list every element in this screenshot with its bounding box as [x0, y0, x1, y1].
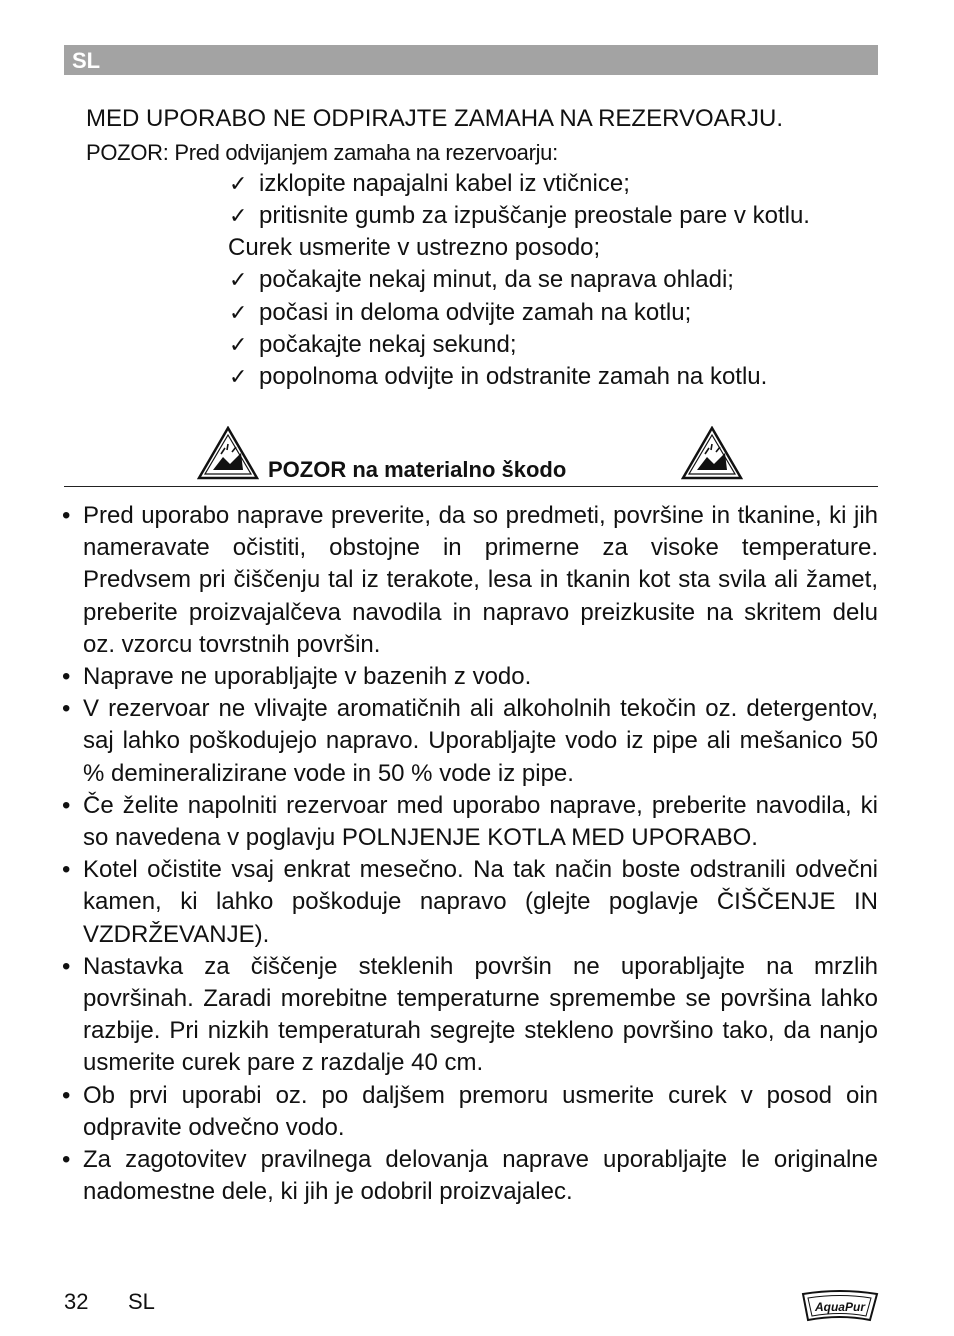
page-number: 32: [64, 1289, 89, 1314]
step-item: ✓ počakajte nekaj minut, da se naprava ohladi;: [229, 264, 734, 296]
bullet-icon: •: [62, 791, 71, 819]
list-item: • Naprave ne uporabljajte v bazenih z vodo.: [60, 661, 878, 693]
bullet-icon: •: [62, 502, 71, 529]
damage-warning-icon: [681, 426, 743, 480]
bullet-icon: •: [62, 856, 71, 884]
step-item: ✓ popolnoma odvijte in odstranite zamah na kotlu.: [229, 361, 767, 393]
warning-title: POZOR na materialno škodo: [268, 457, 567, 482]
check-icon: ✓: [229, 300, 248, 325]
list-item: • Nastavka za čiščenje steklenih površin ne uporabljajte na mrzlih površinah. Zaradi morebitne temperaturne spremembe se površina lahko razbije. Pri nizkih temperaturah segrejte stekleno površino tako, da nanjo usmerite curek pare z razdalje 40 cm.: [62, 952, 878, 1077]
aquapur-logo: [800, 1290, 880, 1324]
list-item: • Za zagotovitev pravilnega delovanja naprave uporabljajte le originalne nadomestne dele, ki jih je odobril proizvajalec.: [62, 1146, 878, 1206]
list-item: • Kotel očistite vsaj enkrat mesečno. Na tak način boste odstranili odvečni kamen, ki lahko poškoduje napravo (glejte poglavje ČIŠČENJE IN VZDRŽEVANJE).: [62, 856, 878, 948]
intro-caution: POZOR: Pred odvijanjem zamaha na rezervoarju:: [86, 140, 558, 165]
bullet-icon: •: [62, 695, 71, 723]
bullet-icon: •: [62, 952, 71, 980]
check-icon: ✓: [229, 267, 248, 292]
footer-language: SL: [128, 1289, 155, 1314]
step-item: ✓ izklopite napajalni kabel iz vtičnice;: [229, 168, 630, 200]
step-item: ✓ pritisnite gumb za izpuščanje preostale pare v kotlu.: [229, 200, 810, 232]
list-item: • V rezervoar ne vlivajte aromatičnih ali alkoholnih tekočin oz. detergentov, saj lahko poškodujejo napravo. Uporabljajte vodo iz pipe ali mešanico 50 % demineralizirane vode in 50 % vode iz pipe.: [62, 695, 878, 787]
language-code: SL: [72, 48, 101, 73]
bullet-icon: •: [62, 663, 71, 691]
check-icon: ✓: [229, 203, 248, 228]
bullet-icon: •: [62, 1146, 71, 1174]
intro-heading: MED UPORABO NE ODPIRAJTE ZAMAHA NA REZERVOARJU.: [86, 105, 784, 132]
list-item: • Če želite napolniti rezervoar med uporabo naprave, preberite navodila, ki so navedena v poglavju POLNJENJE KOTLA MED UPORABO.: [62, 791, 878, 852]
warning-heading: [0, 420, 954, 480]
language-header-bar: [64, 45, 878, 75]
check-icon: ✓: [229, 171, 248, 196]
bullet-list: [60, 500, 878, 1208]
check-icon: ✓: [229, 364, 248, 389]
damage-warning-icon: [197, 426, 259, 480]
logo-text: AquaPur: [814, 1300, 866, 1314]
section-divider: [64, 486, 878, 487]
step-continuation: Curek usmerite v ustrezno posodo;: [228, 234, 601, 261]
list-item: • Ob prvi uporabi oz. po daljšem premoru usmerite curek v posod oin odpravite odvečno vodo.: [62, 1081, 878, 1141]
step-item: ✓ počakajte nekaj sekund;: [229, 329, 517, 361]
list-item: • Pred uporabo naprave preverite, da so predmeti, površine in tkanine, ki jih nameravate očistiti, obstojne in primerne za visoke temperature. Predvsem pri čiščenju tal iz terakote, lesa in tkanin kot sta svila ali žamet, preberite proizvajalčeva navodila in napravo preizkusite na skritem delu oz. vzorcu tovrstnih površin.: [62, 502, 878, 658]
step-item: ✓ počasi in deloma odvijte zamah na kotlu;: [229, 297, 691, 329]
check-icon: ✓: [229, 332, 248, 357]
bullet-icon: •: [62, 1081, 71, 1109]
